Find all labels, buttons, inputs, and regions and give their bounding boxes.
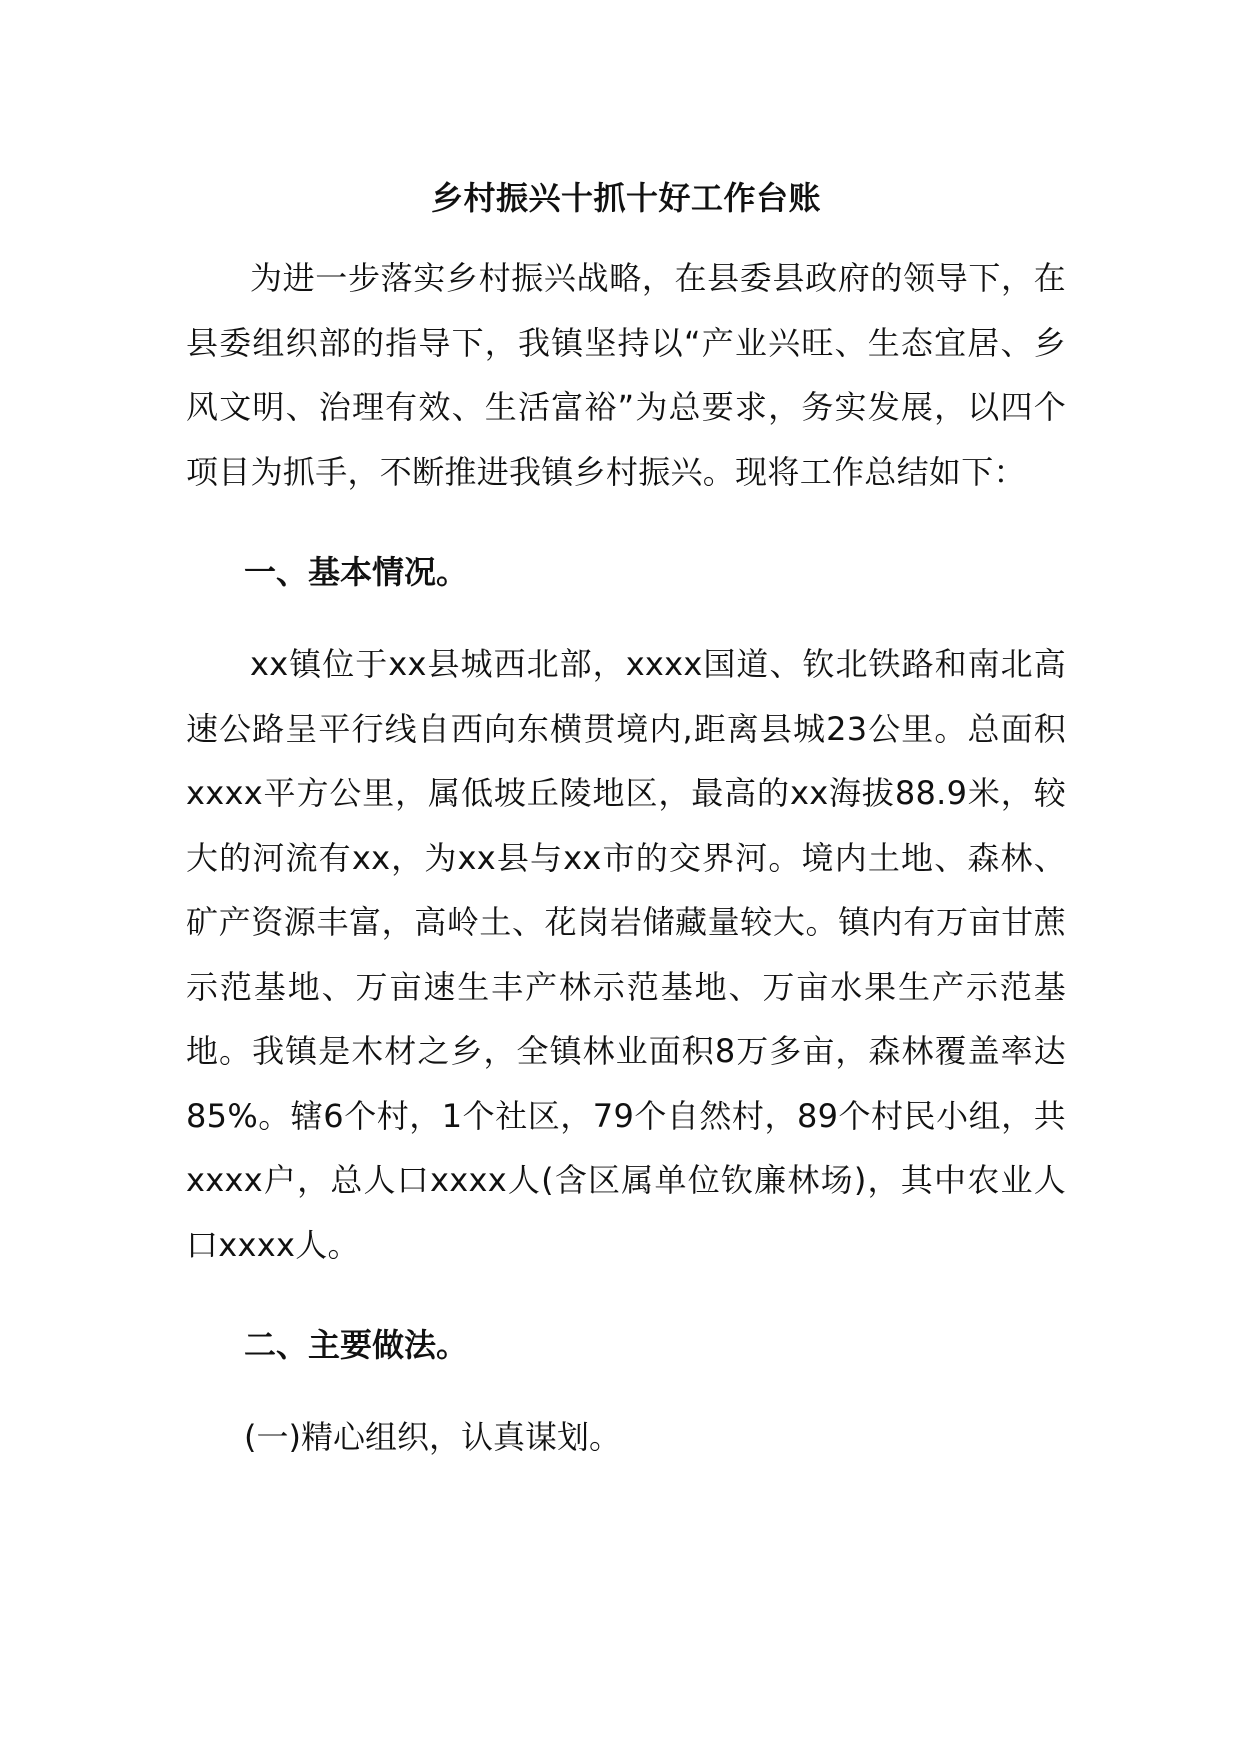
intro-paragraph: 为进一步落实乡村振兴战略，在县委县政府的领导下，在县委组织部的指导下，我镇坚持以“产业兴旺、生态宜居、乡风文明、治理有效、生活富裕”为总要求，务实发展，以四个项目为抓手，不断推进我镇乡村振兴。现将工作总结如下： <box>186 259 1066 491</box>
subsection-heading-organization: (一)精心组织，认真谋划。 <box>244 1418 621 1456</box>
section-heading-basic-situation: 一、基本情况。 <box>244 553 469 591</box>
document-body <box>186 168 1066 1469</box>
section-heading-main-practices: 二、主要做法。 <box>244 1326 469 1364</box>
basic-situation-paragraph: xx镇位于xx县城西北部，xxxx国道、钦北铁路和南北高速公路呈平行线自西向东横贯境内,距离县城23公里。总面积xxxx平方公里，属低坡丘陵地区，最高的xx海拔88.9米，较大的河流有xx，为xx县与xx市的交界河。境内土地、森林、矿产资源丰富，高岭土、花岗岩储藏量较大。镇内有万亩甘蔗示范基地、万亩速生丰产林示范基地、万亩水果生产示范基地。我镇是木材之乡，全镇林业面积8万多亩，森林覆盖率达85%。辖6个村，1个社区，79个自然村，89个村民小组，共xxxx户，总人口xxxx人(含区属单位钦廉林场)，其中农业人口xxxx人。 <box>186 645 1066 1264</box>
document-title: 乡村振兴十抓十好工作台账 <box>430 179 821 217</box>
